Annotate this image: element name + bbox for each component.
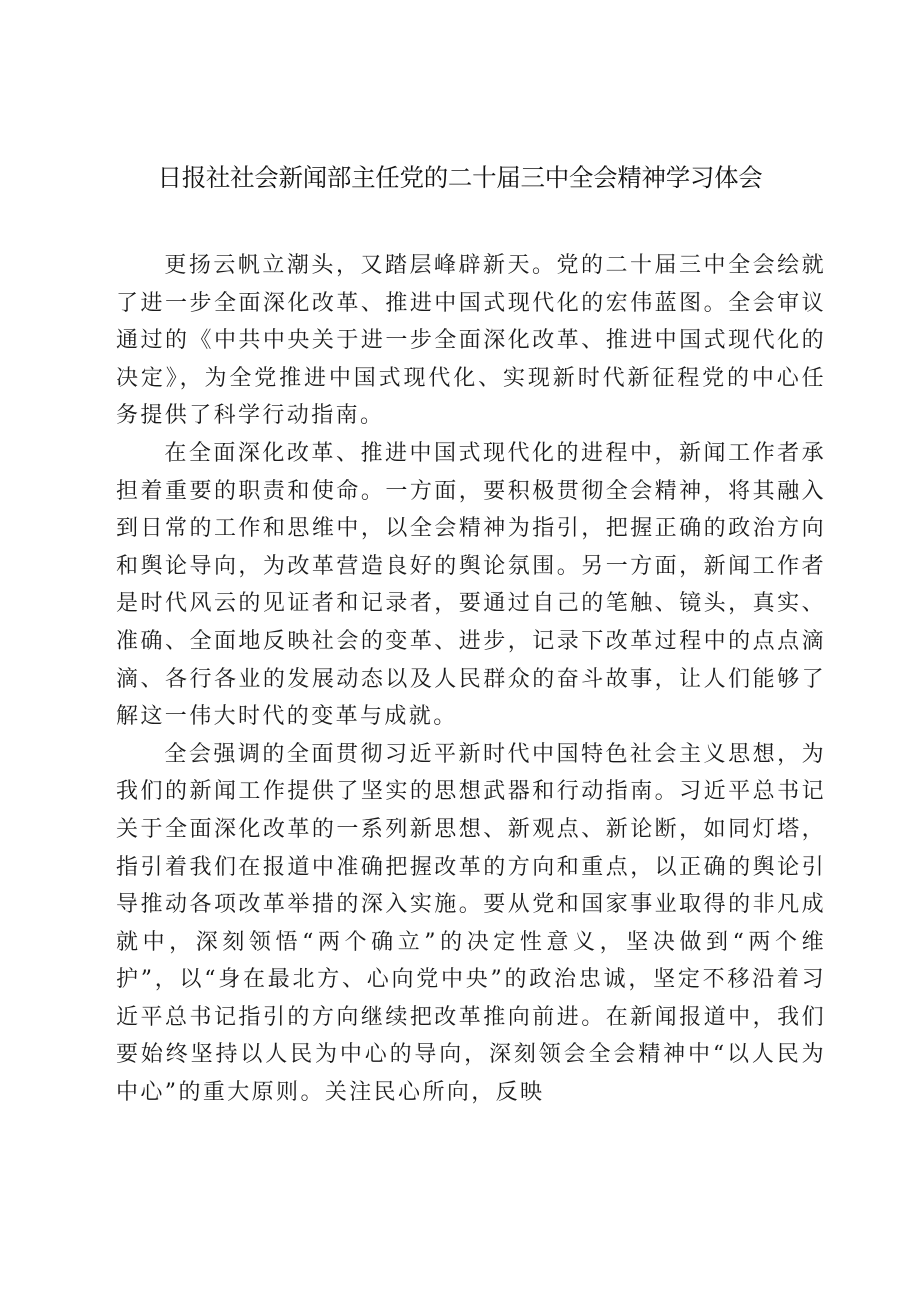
paragraph-1: 更扬云帆立潮头，又踏层峰辟新天。党的二十届三中全会绘就了进一步全面深化改革、推进中国式现代化的宏伟蓝图。全会审议通过的《中共中央关于进一步全面深化改革、推进中国式现代化的决定》，为全党推进中国式现代化、实现新时代新征程党的中心任务提供了科学行动指南。 xyxy=(116,253,826,429)
document-body xyxy=(116,247,826,1112)
paragraph-2: 在全面深化改革、推进中国式现代化的进程中，新闻工作者承担着重要的职责和使命。一方面，要积极贯彻全会精神，将其融入到日常的工作和思维中，以全会精神为指引，把握正确的政治方向和舆论导向，为改革营造良好的舆论氛围。另一方面，新闻工作者是时代风云的见证者和记录者，要通过自己的笔触、镜头，真实、准确、全面地反映社会的变革、进步，记录下改革过程中的点点滴滴、各行各业的发展动态以及人民群众的奋斗故事，让人们能够了解这一伟大时代的变革与成就。 xyxy=(116,440,826,730)
paragraph-3: 全会强调的全面贯彻习近平新时代中国特色社会主义思想，为我们的新闻工作提供了坚实的思想武器和行动指南。习近平总书记关于全面深化改革的一系列新思想、新观点、新论断，如同灯塔，指引着我们在报道中准确把握改革的方向和重点，以正确的舆论引导推动各项改革举措的深入实施。要从党和国家事业取得的非凡成就中，深刻领悟“两个确立”的决定性意义，坚决做到“两个维护”，以“身在最北方、心向党中央”的政治忠诚，坚定不移沿着习近平总书记指引的方向继续把改革推向前进。在新闻报道中，我们要始终坚持以人民为中心的导向，深刻领会全会精神中“以人民为中心”的重大原则。关注民心所向，反映 xyxy=(116,741,826,1106)
document-title: 日报社社会新闻部主任党的二十届三中全会精神学习体会 xyxy=(157,163,763,192)
